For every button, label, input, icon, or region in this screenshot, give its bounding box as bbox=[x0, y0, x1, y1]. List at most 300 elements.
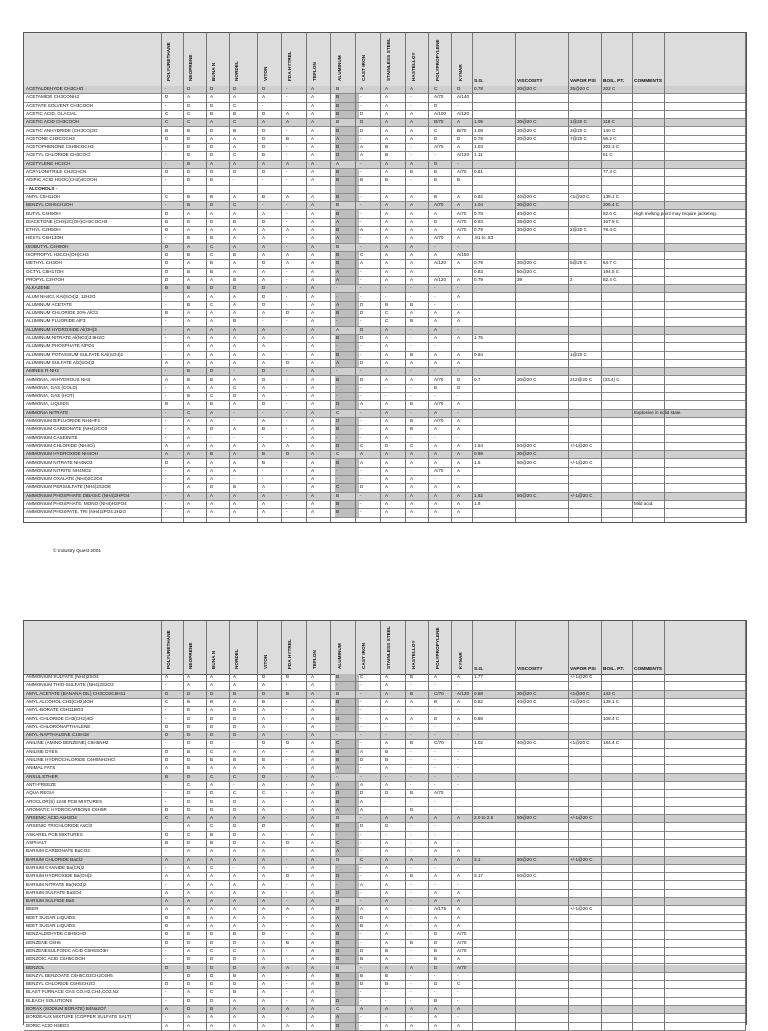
rating-cell: B bbox=[210, 840, 214, 845]
table-row bbox=[24, 873, 746, 881]
column-header-label: POLYURETHANE bbox=[166, 630, 171, 669]
property-cell: 50@20 C bbox=[517, 442, 537, 448]
rating-cell: A bbox=[233, 815, 237, 821]
rating-cell: A bbox=[311, 152, 315, 158]
chemical-name: ACETYLENE HC2CH bbox=[26, 160, 71, 166]
rating-cell: D bbox=[336, 981, 340, 987]
property-cell: +/-1@20 C bbox=[570, 856, 593, 862]
rating-cell: A bbox=[434, 459, 438, 465]
table-row bbox=[24, 186, 746, 194]
grid-line bbox=[515, 621, 516, 1031]
property-cell: 30@20 C bbox=[517, 119, 537, 125]
rating-cell: A bbox=[262, 840, 266, 845]
rating-cell: A bbox=[233, 343, 237, 349]
rating-cell: A bbox=[187, 359, 191, 365]
table-row bbox=[24, 682, 746, 690]
chemical-name: AMMONIUM NITRATE NH4NO3 bbox=[26, 459, 93, 465]
rating-cell: - bbox=[410, 1014, 412, 1020]
rating-cell: A bbox=[360, 451, 364, 457]
property-cell: 50@20 C bbox=[517, 459, 537, 465]
table-row bbox=[24, 707, 746, 715]
rating-cell: A bbox=[233, 459, 237, 465]
rating-cell: D bbox=[165, 690, 169, 696]
rating-cell: C bbox=[434, 86, 438, 91]
rating-cell: - bbox=[360, 135, 362, 141]
rating-cell: A bbox=[457, 1022, 461, 1028]
rating-cell: B bbox=[410, 873, 414, 879]
rating-cell: - bbox=[286, 864, 288, 870]
rating-cell: A bbox=[311, 384, 315, 390]
chemical-name: ANILINE DYES bbox=[26, 748, 58, 754]
rating-cell: D bbox=[187, 939, 191, 945]
rating-cell: B bbox=[187, 914, 191, 920]
rating-cell: B bbox=[457, 177, 461, 183]
rating-cell: D bbox=[187, 773, 191, 779]
rating-cell: - bbox=[165, 740, 167, 746]
rating-cell: A bbox=[262, 682, 266, 688]
rating-cell: A bbox=[262, 359, 266, 365]
chemical-name: ALUMINUM SULFATE Al2(SO4)3 bbox=[26, 359, 95, 365]
rating-cell: C bbox=[385, 310, 389, 316]
grid-line bbox=[472, 33, 473, 522]
table-row bbox=[24, 906, 746, 914]
rating-cell: A bbox=[311, 210, 315, 216]
rating-cell: - bbox=[286, 981, 288, 987]
rating-cell: A bbox=[165, 442, 169, 448]
rating-cell: - bbox=[165, 781, 167, 787]
rating-cell: - bbox=[434, 243, 436, 249]
table-row bbox=[24, 857, 746, 865]
table-row bbox=[24, 327, 746, 335]
rating-cell: A bbox=[385, 881, 389, 887]
rating-cell: A bbox=[210, 492, 214, 498]
rating-cell: B bbox=[187, 748, 191, 754]
table-row bbox=[24, 435, 746, 443]
rating-cell: - bbox=[410, 144, 412, 150]
rating-cell: A bbox=[385, 682, 389, 688]
rating-cell: D bbox=[210, 981, 214, 987]
column-header-label: BOIL. PT. bbox=[603, 667, 625, 672]
chemical-name: AMYL-NAPTHALENE C15H18 bbox=[26, 732, 89, 738]
rating-cell: - bbox=[410, 923, 412, 928]
rating-cell: A/70 bbox=[434, 790, 444, 796]
rating-cell: A bbox=[311, 301, 315, 307]
rating-cell: A bbox=[410, 127, 414, 133]
rating-cell: A bbox=[434, 310, 438, 316]
rating-cell: C bbox=[233, 119, 237, 125]
table-row bbox=[24, 757, 746, 765]
rating-cell: A bbox=[311, 268, 315, 274]
rating-cell: C bbox=[210, 748, 214, 754]
table-row bbox=[24, 385, 746, 393]
rating-cell: - bbox=[385, 1014, 387, 1020]
property-cell: 1.02 bbox=[474, 740, 483, 746]
rating-cell: A bbox=[434, 873, 438, 879]
rating-cell: - bbox=[286, 781, 288, 787]
rating-cell: A bbox=[233, 492, 237, 498]
rating-cell: A bbox=[434, 856, 438, 862]
rating-cell: A bbox=[210, 335, 214, 340]
rating-cell: A bbox=[385, 715, 389, 721]
rating-cell: - bbox=[286, 956, 288, 962]
rating-cell: A bbox=[233, 682, 237, 688]
rating-cell: A bbox=[410, 193, 414, 199]
rating-cell: - bbox=[360, 964, 362, 970]
rating-cell: A bbox=[410, 202, 414, 208]
rating-cell: A bbox=[457, 202, 461, 208]
grid-line bbox=[745, 33, 746, 522]
rating-cell: A bbox=[233, 210, 237, 216]
rating-cell: B bbox=[187, 193, 191, 199]
property-cell: 40@20 C bbox=[517, 740, 537, 746]
rating-cell: - bbox=[385, 798, 387, 804]
rating-cell: A bbox=[311, 492, 315, 498]
rating-cell: - bbox=[286, 715, 288, 721]
rating-cell: A bbox=[233, 235, 237, 241]
table-row bbox=[24, 426, 746, 434]
rating-cell: A bbox=[210, 856, 214, 862]
rating-cell: D bbox=[233, 981, 237, 987]
rating-cell: B bbox=[410, 351, 414, 357]
rating-cell: D bbox=[336, 997, 340, 1003]
rating-cell: B bbox=[336, 964, 340, 970]
rating-cell: A bbox=[410, 243, 414, 249]
rating-cell: - bbox=[286, 376, 288, 382]
rating-cell: C bbox=[210, 773, 214, 779]
rating-cell: B bbox=[336, 177, 340, 183]
rating-cell: A bbox=[311, 135, 315, 141]
rating-cell: A bbox=[385, 326, 389, 332]
rating-cell: - bbox=[286, 1014, 288, 1020]
rating-cell: A bbox=[385, 94, 389, 100]
rating-cell: - bbox=[434, 293, 436, 299]
rating-cell: A bbox=[336, 276, 340, 282]
rating-cell: B bbox=[233, 931, 237, 937]
rating-cell: C bbox=[187, 409, 191, 415]
rating-cell: A bbox=[210, 467, 214, 473]
property-cell: 2@20 C bbox=[570, 227, 587, 233]
rating-cell: A bbox=[410, 227, 414, 233]
rating-cell: A bbox=[336, 923, 340, 928]
rating-cell: C bbox=[233, 384, 237, 390]
rating-cell: D bbox=[165, 923, 169, 928]
rating-cell: - bbox=[165, 715, 167, 721]
rating-cell: - bbox=[286, 94, 288, 100]
table-row bbox=[24, 211, 746, 219]
rating-cell: - bbox=[360, 202, 362, 208]
rating-cell: D bbox=[360, 757, 364, 762]
rating-cell: B bbox=[410, 674, 414, 679]
table-row bbox=[24, 294, 746, 302]
rating-cell: - bbox=[410, 343, 412, 349]
rating-cell: A bbox=[262, 119, 266, 125]
rating-cell: A bbox=[311, 972, 315, 978]
rating-cell: A bbox=[233, 997, 237, 1003]
rating-cell: - bbox=[360, 276, 362, 282]
property-cell: 138.1 C bbox=[603, 193, 620, 199]
rating-cell: A bbox=[385, 276, 389, 282]
rating-cell: D bbox=[165, 723, 169, 729]
property-cell: 1.75 bbox=[474, 335, 483, 340]
rating-cell: D bbox=[262, 110, 266, 116]
grid-line bbox=[330, 621, 331, 1031]
rating-cell: - bbox=[336, 831, 338, 837]
rating-cell: D bbox=[165, 831, 169, 837]
rating-cell: - bbox=[434, 343, 436, 349]
rating-cell: A bbox=[434, 351, 438, 357]
rating-cell: - bbox=[336, 773, 338, 779]
rating-cell: A bbox=[457, 873, 461, 879]
compatibility-table-2 bbox=[23, 620, 747, 1028]
chemical-name: - ALCOHOLS - bbox=[26, 185, 58, 191]
rating-cell: D bbox=[165, 914, 169, 920]
rating-cell: - bbox=[360, 873, 362, 879]
rating-cell: D bbox=[165, 748, 169, 754]
rating-cell: - bbox=[410, 393, 412, 399]
rating-cell: A bbox=[262, 997, 266, 1003]
chemical-name: ALKAZENE bbox=[26, 285, 50, 291]
property-cell: 1@20 C bbox=[570, 351, 587, 357]
rating-cell: A bbox=[262, 310, 266, 316]
rating-cell: D bbox=[360, 914, 364, 920]
rating-cell: A bbox=[410, 484, 414, 490]
grid-line bbox=[405, 621, 406, 1031]
rating-cell: A bbox=[311, 310, 315, 316]
table-row bbox=[24, 302, 746, 310]
rating-cell: D bbox=[360, 310, 364, 316]
rating-cell: - bbox=[286, 202, 288, 208]
rating-cell: - bbox=[457, 757, 459, 762]
rating-cell: C bbox=[360, 252, 364, 257]
rating-cell: - bbox=[360, 102, 362, 108]
rating-cell: - bbox=[457, 972, 459, 978]
rating-cell: A bbox=[434, 409, 438, 415]
rating-cell: A bbox=[311, 757, 315, 762]
rating-cell: - bbox=[457, 393, 459, 399]
rating-cell: D bbox=[165, 169, 169, 174]
rating-cell: A/120 bbox=[457, 110, 470, 116]
rating-cell: B bbox=[336, 335, 340, 340]
property-cell: 30@20 C bbox=[517, 690, 537, 696]
table-row bbox=[24, 699, 746, 707]
rating-cell: - bbox=[385, 384, 387, 390]
rating-cell: A/70 bbox=[434, 94, 444, 100]
rating-cell: - bbox=[457, 831, 459, 837]
grid-line bbox=[281, 621, 282, 1031]
table-row bbox=[24, 360, 746, 368]
rating-cell: - bbox=[360, 235, 362, 241]
property-cell: 1.05 bbox=[474, 119, 483, 125]
table-row bbox=[24, 161, 746, 169]
rating-cell: A bbox=[410, 451, 414, 457]
chemical-name: BORAX (SODIUM BORATE) B4Na2O7 bbox=[26, 1006, 107, 1011]
rating-cell: A bbox=[210, 94, 214, 100]
rating-cell: D bbox=[187, 1006, 191, 1011]
table-row bbox=[24, 119, 746, 127]
rating-cell: A bbox=[434, 674, 438, 679]
rating-cell: - bbox=[165, 989, 167, 995]
rating-cell: A bbox=[187, 326, 191, 332]
rating-cell: A bbox=[360, 227, 364, 233]
rating-cell: A bbox=[262, 243, 266, 249]
grid-line bbox=[257, 33, 258, 522]
rating-cell: - bbox=[336, 384, 338, 390]
rating-cell: A bbox=[187, 674, 191, 679]
rating-cell: A bbox=[457, 674, 461, 679]
rating-cell: A bbox=[187, 276, 191, 282]
chemical-name: ARSENIC TRICHLORIDE AsCl3 bbox=[26, 823, 93, 829]
rating-cell: A bbox=[187, 881, 191, 887]
rating-cell: - bbox=[286, 923, 288, 928]
rating-cell: B bbox=[262, 193, 266, 199]
column-header-label: HASTELLOY bbox=[411, 640, 416, 669]
rating-cell: D bbox=[187, 931, 191, 937]
rating-cell: D bbox=[262, 86, 266, 91]
rating-cell: A bbox=[233, 160, 237, 166]
chemical-name: BARIUM SULFATE BaSO4 bbox=[26, 889, 82, 895]
rating-cell: A bbox=[210, 914, 214, 920]
rating-cell: - bbox=[385, 368, 387, 374]
rating-cell: - bbox=[336, 476, 338, 482]
rating-cell: - bbox=[360, 426, 362, 432]
rating-cell: - bbox=[410, 831, 412, 837]
rating-cell: - bbox=[286, 707, 288, 713]
table-row bbox=[24, 169, 746, 177]
rating-cell: A bbox=[187, 401, 191, 407]
rating-cell: A bbox=[233, 359, 237, 365]
rating-cell: A/100 bbox=[434, 110, 447, 116]
property-cell: 202.3 C bbox=[603, 144, 620, 150]
chemical-name: AMYL-BORATE C5H11BO3 bbox=[26, 707, 84, 713]
rating-cell: C bbox=[360, 856, 364, 862]
rating-cell: A bbox=[410, 218, 414, 224]
chemical-name: BEET SUGAR LIQUIDS bbox=[26, 914, 76, 920]
rating-cell: A bbox=[165, 1006, 169, 1011]
rating-cell: A bbox=[385, 914, 389, 920]
rating-cell: A bbox=[311, 748, 315, 754]
rating-cell: - bbox=[262, 409, 264, 415]
property-cell: 30@20 C bbox=[517, 376, 537, 382]
rating-cell: D bbox=[336, 856, 340, 862]
rating-cell: A bbox=[385, 1022, 389, 1028]
rating-cell: A/70 bbox=[434, 418, 444, 423]
column-header-label: ALUMINUM bbox=[337, 55, 342, 81]
rating-cell: B bbox=[187, 160, 191, 166]
property-cell: 0.79 bbox=[474, 276, 483, 282]
rating-cell: - bbox=[286, 831, 288, 837]
rating-cell: - bbox=[457, 301, 459, 307]
rating-cell: - bbox=[410, 956, 412, 962]
rating-cell: - bbox=[360, 343, 362, 349]
rating-cell: D bbox=[210, 169, 214, 174]
rating-cell: D bbox=[262, 293, 266, 299]
grid-line bbox=[183, 621, 184, 1031]
rating-cell: A bbox=[311, 235, 315, 241]
rating-cell: A bbox=[233, 401, 237, 407]
rating-cell: A bbox=[187, 509, 191, 515]
rating-cell: A bbox=[434, 889, 438, 895]
rating-cell: A bbox=[410, 964, 414, 970]
rating-cell: - bbox=[360, 682, 362, 688]
rating-cell: D bbox=[210, 956, 214, 962]
rating-cell: B bbox=[360, 177, 364, 183]
property-cell: 82.6 C bbox=[603, 210, 617, 216]
rating-cell: A bbox=[311, 409, 315, 415]
rating-cell: A bbox=[262, 268, 266, 274]
rating-cell: A bbox=[385, 923, 389, 928]
rating-cell: A bbox=[434, 210, 438, 216]
rating-cell: D bbox=[336, 1022, 340, 1028]
rating-cell: A bbox=[434, 914, 438, 920]
rating-cell: A bbox=[311, 202, 315, 208]
rating-cell: A bbox=[233, 1014, 237, 1020]
rating-cell: - bbox=[457, 864, 459, 870]
rating-cell: C bbox=[165, 698, 169, 704]
rating-cell: B bbox=[336, 972, 340, 978]
chemical-name: BARIUM CYANIDE Ba(CN)2 bbox=[26, 864, 85, 870]
grid-line bbox=[568, 621, 569, 1031]
rating-cell: A bbox=[434, 359, 438, 365]
rating-cell: - bbox=[385, 707, 387, 713]
rating-cell: B bbox=[187, 376, 191, 382]
rating-cell: - bbox=[410, 732, 412, 738]
rating-cell: B bbox=[336, 102, 340, 108]
rating-cell: - bbox=[410, 898, 412, 904]
rating-cell: D bbox=[336, 442, 340, 448]
chemical-name: AMYL-CHLORONAPTHALENE bbox=[26, 723, 91, 729]
rating-cell: - bbox=[165, 434, 167, 440]
table-row bbox=[24, 285, 746, 293]
rating-cell: A bbox=[336, 326, 340, 332]
rating-cell: B bbox=[360, 972, 364, 978]
rating-cell: A bbox=[233, 442, 237, 448]
rating-cell: D bbox=[262, 773, 266, 779]
rating-cell: - bbox=[336, 293, 338, 299]
table-row bbox=[24, 393, 746, 401]
rating-cell: A bbox=[233, 451, 237, 457]
rating-cell: - bbox=[286, 476, 288, 482]
rating-cell: A bbox=[187, 434, 191, 440]
chemical-name: ALUMINUM POTASSIUM SULFATE KAl(SO4)2 bbox=[26, 351, 124, 357]
rating-cell: D bbox=[286, 740, 290, 746]
rating-cell: A bbox=[262, 715, 266, 721]
chemical-name: DIACETONE (CH3)2C(OH)CH2COCH3 bbox=[26, 218, 108, 224]
rating-cell: A bbox=[336, 1014, 340, 1020]
rating-cell: A bbox=[233, 698, 237, 704]
rating-cell: B bbox=[187, 127, 191, 133]
chemical-name: AMMONIUM PHOSPATE, TRI (NH4)3PO4.3H2O bbox=[26, 509, 127, 515]
rating-cell: B bbox=[165, 840, 169, 845]
rating-cell: - bbox=[360, 723, 362, 729]
chemical-name: BENZYL C6H5CH2OH bbox=[26, 202, 73, 208]
rating-cell: A bbox=[311, 218, 315, 224]
table-row bbox=[24, 493, 746, 501]
rating-cell: - bbox=[286, 335, 288, 340]
property-cell: 0.83 bbox=[474, 268, 483, 274]
rating-cell: C bbox=[336, 484, 340, 490]
property-cell: 108.4 C bbox=[603, 715, 620, 721]
grid-line bbox=[568, 33, 569, 522]
chemical-name: BLEACH SOLUTIONS bbox=[26, 997, 73, 1003]
rating-cell: D bbox=[434, 931, 438, 937]
rating-cell: A bbox=[210, 1022, 214, 1028]
property-cell: 64.7 C bbox=[603, 260, 617, 266]
rating-cell: - bbox=[286, 997, 288, 1003]
rating-cell: A bbox=[336, 781, 340, 787]
table-row bbox=[24, 749, 746, 757]
rating-cell: A bbox=[311, 227, 315, 233]
rating-cell: D bbox=[165, 276, 169, 282]
